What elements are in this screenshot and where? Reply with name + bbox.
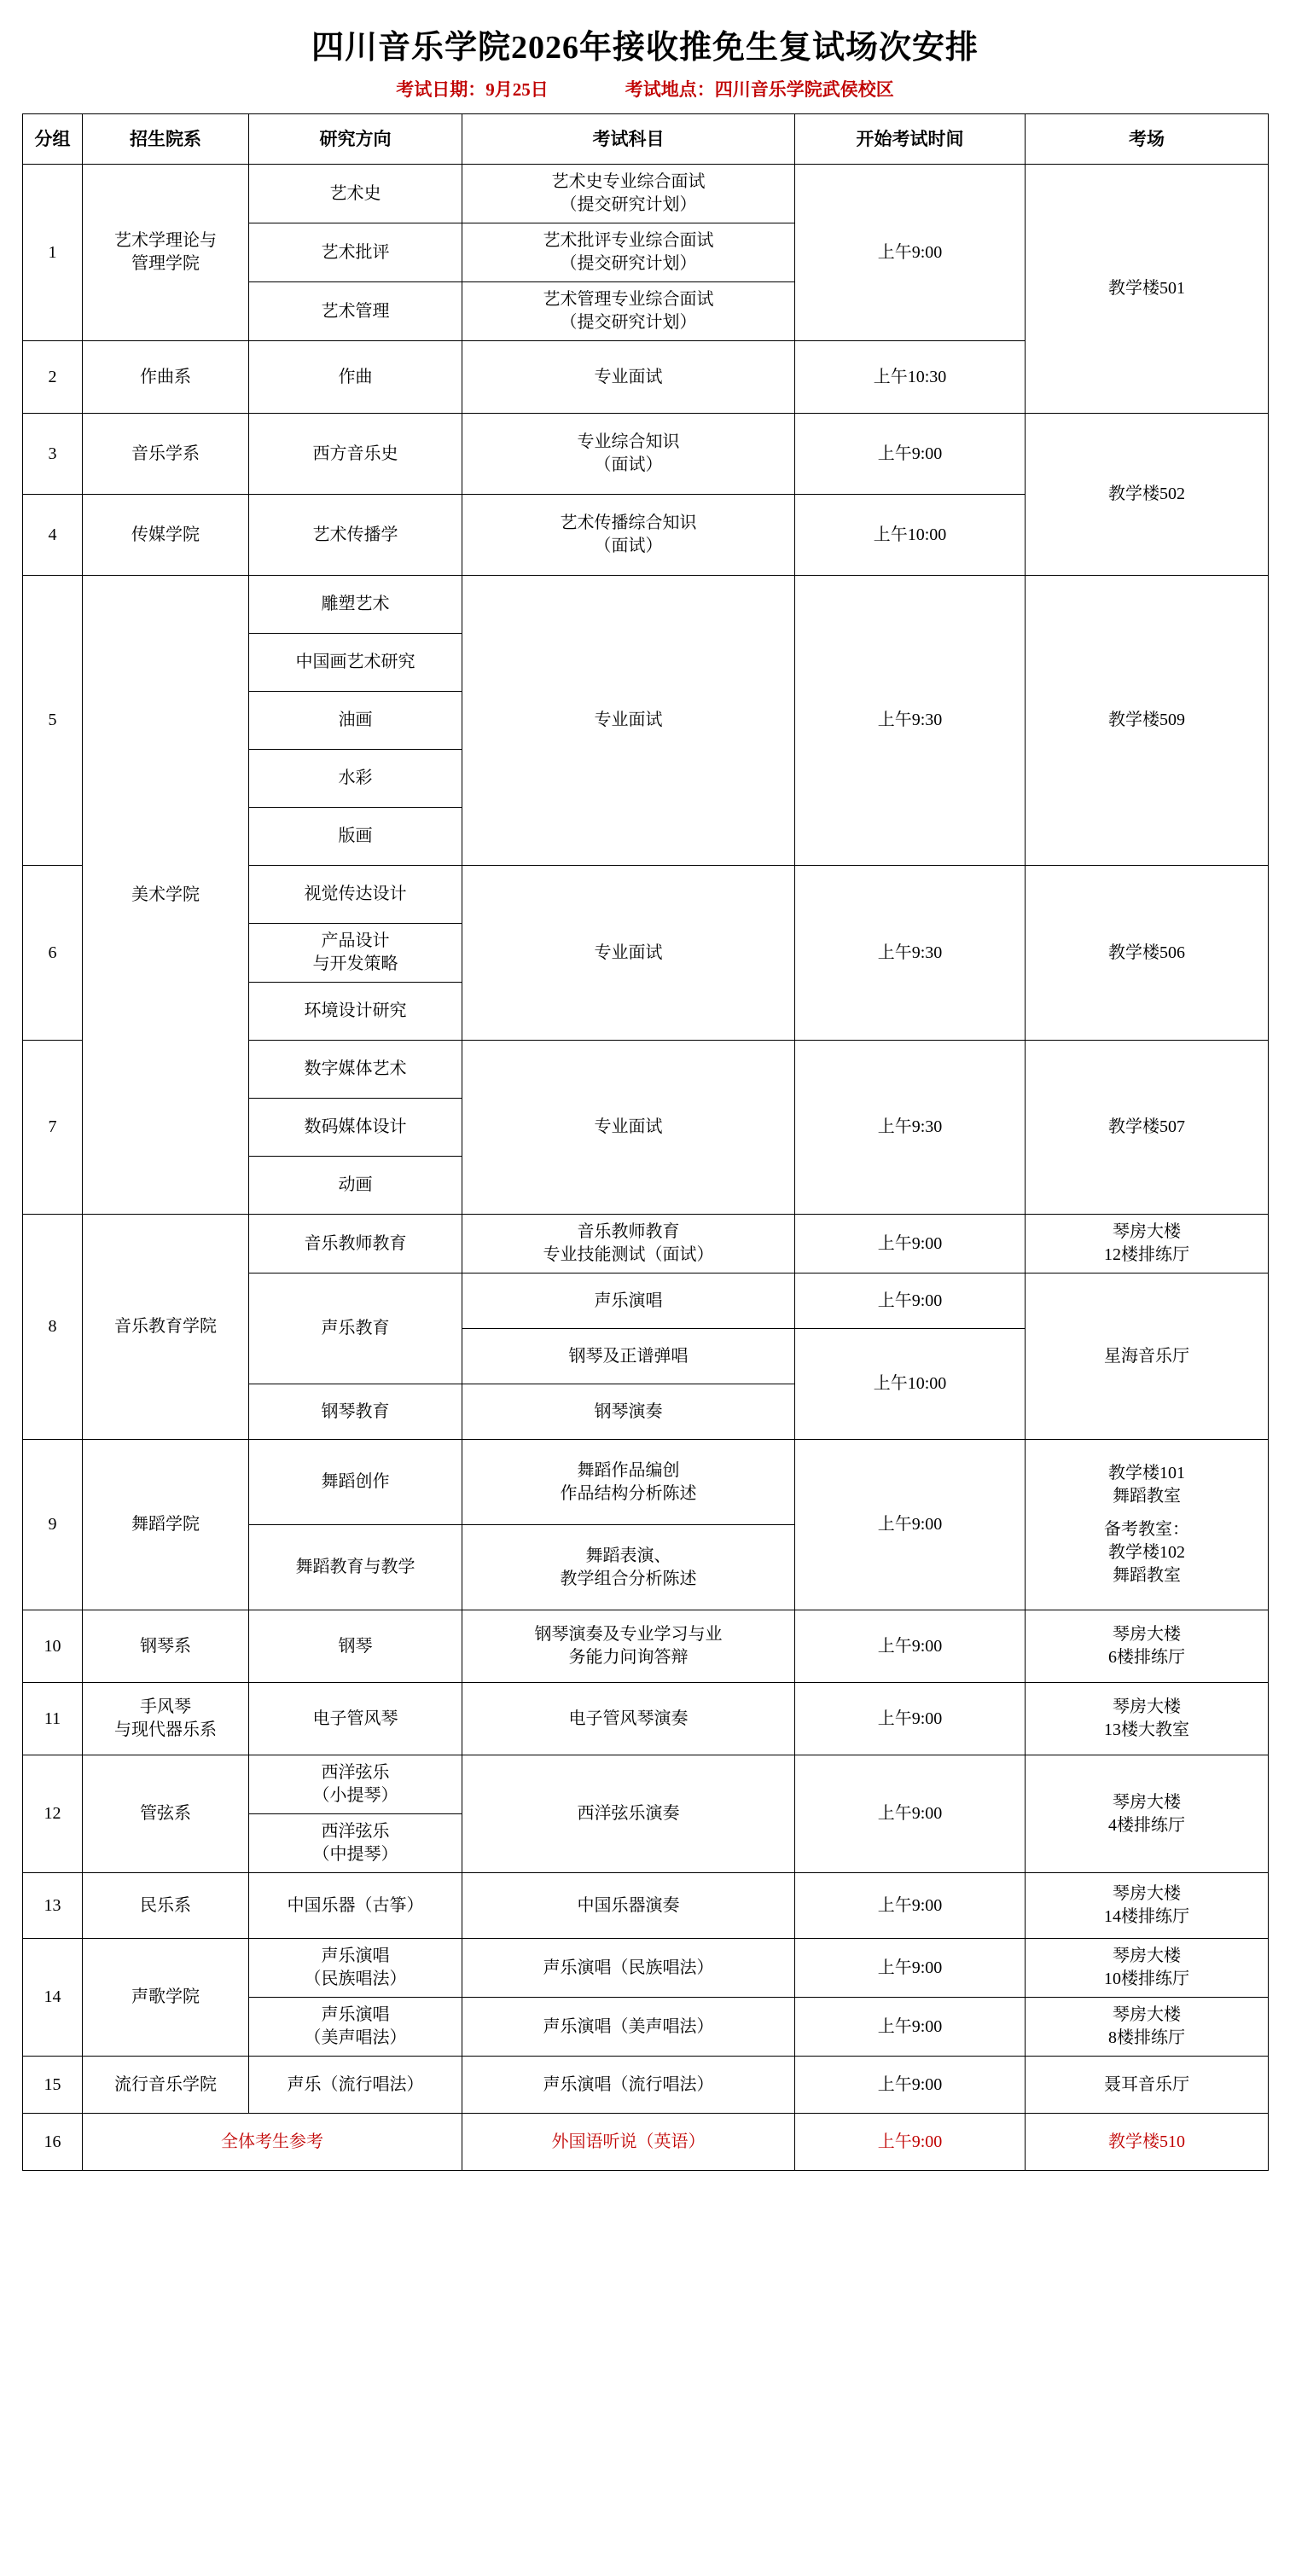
cell-subject: 中国乐器演奏: [462, 1873, 795, 1939]
cell-room: 教学楼510: [1026, 2114, 1269, 2171]
cell-group: 1: [23, 165, 83, 341]
cell-time: 上午10:30: [795, 341, 1026, 414]
room-line-1: 琴房大楼: [1113, 1884, 1181, 1903]
cell-unit: 美术学院: [83, 576, 249, 1215]
cell-room: 教学楼509: [1026, 576, 1269, 866]
cell-direction: 艺术批评: [249, 223, 462, 282]
cell-direction: 艺术史: [249, 165, 462, 223]
cell-unit: 民乐系: [83, 1873, 249, 1939]
cell-direction: [249, 1998, 462, 2057]
cell-subject: 声乐演唱（民族唱法）: [462, 1939, 795, 1998]
subject-line-1: 专业综合知识: [577, 432, 680, 451]
unit-line-1: 手风琴: [140, 1697, 191, 1716]
cell-direction: 数字媒体艺术: [249, 1041, 462, 1099]
cell-group: 6: [23, 866, 83, 1041]
table-row: [23, 1755, 1269, 1814]
room-line-2: 10楼排练厅: [1104, 1970, 1189, 1988]
unit-line-2: 管理学院: [131, 254, 200, 273]
room-line-4: 教学楼102: [1108, 1543, 1185, 1562]
room-line-1: 琴房大楼: [1113, 1697, 1181, 1716]
subject-line-2: （面试）: [594, 537, 663, 555]
subject-line-1: 音乐教师教育: [577, 1222, 680, 1241]
room-line-1: 琴房大楼: [1113, 1947, 1181, 1965]
table-row: [23, 414, 1269, 495]
room-line-2: 12楼排练厅: [1104, 1245, 1189, 1264]
cell-room: [1026, 1873, 1269, 1939]
cell-subject: 声乐演唱（美声唱法）: [462, 1998, 795, 2057]
subject-line-2: 教学组合分析陈述: [560, 1569, 697, 1588]
cell-direction: 中国乐器（古筝）: [249, 1873, 462, 1939]
col-header-direction: 研究方向: [249, 114, 462, 165]
cell-unit: [83, 165, 249, 341]
cell-room: 教学楼506: [1026, 866, 1269, 1041]
table-header-row: [23, 114, 1269, 165]
subject-line-2: （面试）: [594, 455, 663, 474]
cell-room: [1026, 1939, 1269, 1998]
room-spacer: [1029, 1508, 1264, 1518]
cell-direction: [249, 924, 462, 983]
cell-room: 教学楼507: [1026, 1041, 1269, 1215]
cell-direction: 视觉传达设计: [249, 866, 462, 924]
room-line-2: 4楼排练厅: [1108, 1815, 1185, 1835]
cell-unit: 音乐教育学院: [83, 1215, 249, 1440]
cell-direction: 电子管风琴: [249, 1683, 462, 1755]
subject-line-2: （提交研究计划）: [560, 195, 697, 214]
cell-time: 上午9:30: [795, 576, 1026, 866]
cell-unit: 音乐学系: [83, 414, 249, 495]
cell-subject: [462, 1610, 795, 1683]
cell-unit: 管弦系: [83, 1755, 249, 1873]
table-row: [23, 1610, 1269, 1683]
subject-line-1: 艺术传播综合知识: [560, 513, 697, 532]
subject-line-1: 钢琴演奏及专业学习与业: [534, 1625, 723, 1644]
subject-line-1: 舞蹈表演、: [585, 1546, 671, 1565]
col-header-unit: 招生院系: [83, 114, 249, 165]
subject-line-2: （提交研究计划）: [560, 313, 697, 332]
page-title: 四川音乐学院2026年接收推免生复试场次安排: [311, 30, 979, 66]
cell-group: 2: [23, 341, 83, 414]
cell-subject: 专业面试: [462, 341, 795, 414]
cell-direction: 音乐教师教育: [249, 1215, 462, 1273]
cell-group: 7: [23, 1041, 83, 1215]
cell-room: 星海音乐厅: [1026, 1273, 1269, 1440]
cell-direction: 环境设计研究: [249, 983, 462, 1041]
cell-unit: 作曲系: [83, 341, 249, 414]
cell-direction: 版画: [249, 808, 462, 866]
cell-group: 16: [23, 2114, 83, 2171]
cell-room: 聂耳音乐厅: [1026, 2057, 1269, 2114]
cell-time: 上午9:00: [795, 1755, 1026, 1873]
table-row: [23, 1683, 1269, 1755]
table-row: [23, 2057, 1269, 2114]
cell-unit: 声歌学院: [83, 1939, 249, 2057]
direction-line-2: （民族唱法）: [304, 1970, 407, 1988]
table-row: [23, 2114, 1269, 2171]
subject-line-1: 艺术管理专业综合面试: [543, 290, 714, 309]
subject-line-2: 务能力问询答辩: [568, 1648, 689, 1667]
cell-direction: [249, 1814, 462, 1873]
cell-time: 上午10:00: [795, 1329, 1026, 1440]
direction-line-2: （中提琴）: [312, 1845, 398, 1864]
cell-time: 上午10:00: [795, 495, 1026, 576]
col-header-group: 分组: [23, 114, 83, 165]
cell-subject: 声乐演唱: [462, 1273, 795, 1329]
room-line-2: 8楼排练厅: [1108, 2028, 1185, 2047]
cell-time: 上午9:00: [795, 1215, 1026, 1273]
room-line-5: 舞蹈教室: [1113, 1566, 1181, 1585]
cell-direction: 舞蹈教育与教学: [249, 1525, 462, 1610]
table-row: [23, 1939, 1269, 1998]
cell-time: 上午9:00: [795, 1939, 1026, 1998]
cell-subject: 西洋弦乐演奏: [462, 1755, 795, 1873]
col-header-subject: 考试科目: [462, 114, 795, 165]
room-line-2: 13楼大教室: [1104, 1720, 1189, 1739]
cell-subject: [462, 1525, 795, 1610]
cell-time: 上午9:00: [795, 2114, 1026, 2171]
cell-subject: 电子管风琴演奏: [462, 1683, 795, 1755]
table-row: [23, 1440, 1269, 1525]
cell-time: 上午9:00: [795, 1440, 1026, 1610]
cell-time: 上午9:00: [795, 1683, 1026, 1755]
cell-time: 上午9:30: [795, 1041, 1026, 1215]
cell-room: 教学楼501: [1026, 165, 1269, 414]
unit-line-1: 艺术学理论与: [114, 231, 217, 250]
cell-subject: [462, 1215, 795, 1273]
cell-direction: 西方音乐史: [249, 414, 462, 495]
cell-room: [1026, 1755, 1269, 1873]
cell-direction: 水彩: [249, 750, 462, 808]
subject-line-1: 艺术史专业综合面试: [551, 172, 706, 191]
schedule-table: [22, 113, 1269, 2171]
cell-subject: [462, 495, 795, 576]
direction-line-1: 西洋弦乐: [321, 1763, 390, 1782]
subject-line-2: （提交研究计划）: [560, 254, 697, 273]
cell-unit: 全体考生参考: [83, 2114, 462, 2171]
cell-direction: 动画: [249, 1157, 462, 1215]
cell-group: 4: [23, 495, 83, 576]
exam-date: 考试日期：9月25日: [396, 79, 549, 100]
cell-direction: 油画: [249, 692, 462, 750]
col-header-time: 开始考试时间: [795, 114, 1026, 165]
cell-direction: 声乐（流行唱法）: [249, 2057, 462, 2114]
cell-group: 15: [23, 2057, 83, 2114]
cell-subject: 专业面试: [462, 1041, 795, 1215]
room-line-1: 教学楼101: [1108, 1464, 1185, 1482]
subject-line-1: 艺术批评专业综合面试: [543, 231, 714, 250]
table-row: [23, 1215, 1269, 1273]
subject-line-2: 作品结构分析陈述: [560, 1483, 697, 1503]
table-row: [23, 1873, 1269, 1939]
cell-direction: 声乐教育: [249, 1273, 462, 1384]
cell-direction: 艺术传播学: [249, 495, 462, 576]
room-line-3: 备考教室：: [1104, 1520, 1189, 1539]
cell-direction: 作曲: [249, 341, 462, 414]
table-row: [23, 576, 1269, 634]
cell-unit: 流行音乐学院: [83, 2057, 249, 2114]
cell-group: 14: [23, 1939, 83, 2057]
cell-time: 上午9:00: [795, 1998, 1026, 2057]
cell-unit: 舞蹈学院: [83, 1440, 249, 1610]
cell-subject: [462, 414, 795, 495]
cell-subject: [462, 1440, 795, 1525]
direction-line-1: 西洋弦乐: [321, 1822, 390, 1841]
cell-group: 9: [23, 1440, 83, 1610]
direction-line-1: 声乐演唱: [321, 1947, 390, 1965]
room-line-1: 琴房大楼: [1113, 1222, 1181, 1241]
cell-subject: 声乐演唱（流行唱法）: [462, 2057, 795, 2114]
cell-subject: 钢琴及正谱弹唱: [462, 1329, 795, 1384]
cell-group: 3: [23, 414, 83, 495]
cell-group: 12: [23, 1755, 83, 1873]
cell-unit: 传媒学院: [83, 495, 249, 576]
cell-unit: 钢琴系: [83, 1610, 249, 1683]
subject-line-2: 专业技能测试（面试）: [543, 1245, 714, 1264]
room-line-1: 琴房大楼: [1113, 1792, 1181, 1812]
cell-subject: [462, 165, 795, 223]
subject-line-1: 舞蹈作品编创: [577, 1460, 680, 1480]
cell-group: 5: [23, 576, 83, 866]
cell-group: 10: [23, 1610, 83, 1683]
cell-time: 上午9:00: [795, 414, 1026, 495]
cell-group: 13: [23, 1873, 83, 1939]
cell-group: 8: [23, 1215, 83, 1440]
cell-time: 上午9:00: [795, 2057, 1026, 2114]
col-header-room: 考场: [1026, 114, 1269, 165]
cell-direction: 中国画艺术研究: [249, 634, 462, 692]
cell-direction: 数码媒体设计: [249, 1099, 462, 1157]
cell-unit: [83, 1683, 249, 1755]
cell-subject: 专业面试: [462, 576, 795, 866]
cell-room: [1026, 1998, 1269, 2057]
room-line-2: 14楼排练厅: [1104, 1907, 1189, 1926]
cell-time: 上午9:30: [795, 866, 1026, 1041]
cell-subject: 外国语听说（英语）: [462, 2114, 795, 2171]
table-row: [23, 165, 1269, 223]
exam-info-bar: [22, 76, 1268, 113]
direction-line-1: 产品设计: [321, 931, 390, 950]
cell-room: [1026, 1440, 1269, 1610]
room-line-2: 舞蹈教室: [1113, 1487, 1181, 1506]
cell-room: [1026, 1683, 1269, 1755]
cell-direction: [249, 1755, 462, 1814]
cell-subject: [462, 282, 795, 341]
cell-subject: 钢琴演奏: [462, 1384, 795, 1440]
cell-time: 上午9:00: [795, 1273, 1026, 1329]
cell-direction: 钢琴: [249, 1610, 462, 1683]
room-line-1: 琴房大楼: [1113, 1625, 1181, 1644]
direction-line-2: （美声唱法）: [304, 2028, 407, 2047]
cell-time: 上午9:00: [795, 1610, 1026, 1683]
direction-line-2: 与开发策略: [312, 954, 398, 973]
cell-subject: [462, 223, 795, 282]
direction-line-2: （小提琴）: [312, 1786, 398, 1805]
room-line-1: 琴房大楼: [1113, 2005, 1181, 2024]
cell-direction: 钢琴教育: [249, 1384, 462, 1440]
cell-direction: [249, 1939, 462, 1998]
cell-subject: 专业面试: [462, 866, 795, 1041]
cell-group: 11: [23, 1683, 83, 1755]
cell-direction: 舞蹈创作: [249, 1440, 462, 1525]
unit-line-2: 与现代器乐系: [114, 1720, 217, 1739]
cell-time: 上午9:00: [795, 165, 1026, 341]
cell-direction: 艺术管理: [249, 282, 462, 341]
cell-direction: 雕塑艺术: [249, 576, 462, 634]
direction-line-1: 声乐演唱: [321, 2005, 390, 2024]
cell-room: [1026, 1215, 1269, 1273]
cell-time: 上午9:00: [795, 1873, 1026, 1939]
exam-place: 考试地点：四川音乐学院武侯校区: [625, 79, 894, 100]
cell-room: [1026, 1610, 1269, 1683]
cell-room: 教学楼502: [1026, 414, 1269, 576]
room-line-2: 6楼排练厅: [1108, 1648, 1185, 1667]
